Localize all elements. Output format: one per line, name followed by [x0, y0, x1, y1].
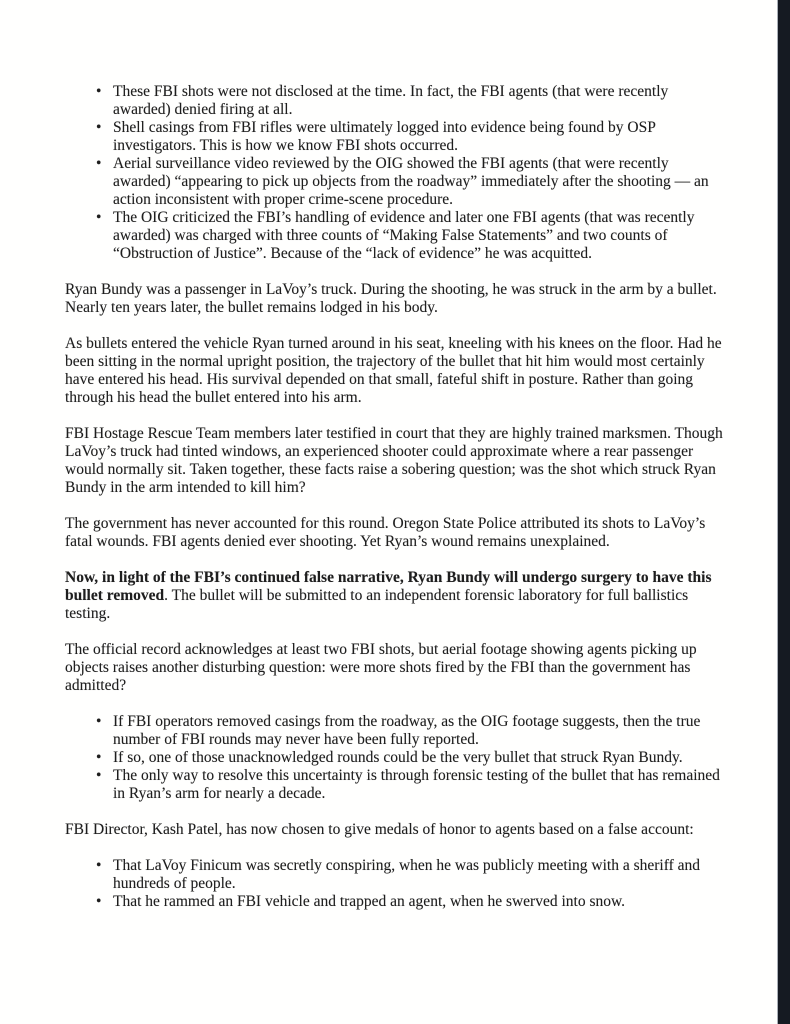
paragraph-text: FBI Director, Kash Patel, has now chosen to give medals of honor to agents based on a false account:: [65, 821, 694, 838]
bullet-item-text: Shell casings from FBI rifles were ultimately logged into evidence being found by OSP investigators. This is how we know FBI shots occurred.: [113, 119, 656, 154]
paragraph: [65, 335, 723, 407]
paragraph-text: FBI Hostage Rescue Team members later testified in court that they are highly trained marksmen. Though LaVoy’s truck had tinted windows, an experienced shooter could approximate where a rear passenger would normally sit. Taken together, these facts raise a sobering question; was the shot which struck Ryan Bundy in the arm intended to kill him?: [65, 425, 723, 496]
bullet-item-text: Aerial surveillance video reviewed by the OIG showed the FBI agents (that were recently awarded) “appearing to pick up objects from the roadway” immediately after the shooting — an action inconsistent with proper crime-scene procedure.: [113, 155, 709, 208]
document-body: [65, 83, 723, 929]
bullet-item: [113, 83, 723, 119]
paragraph-text: Ryan Bundy was a passenger in LaVoy’s truck. During the shooting, he was struck in the arm by a bullet. Nearly ten years later, the bullet remains lodged in his body.: [65, 281, 717, 316]
bullet-item: [113, 767, 723, 803]
page-right-edge: [777, 0, 790, 1024]
bullet-item-text: The only way to resolve this uncertainty is through forensic testing of the bullet that has remained in Ryan’s arm for nearly a decade.: [113, 767, 720, 802]
bullet-item-text: The OIG criticized the FBI’s handling of evidence and later one FBI agents (that was recently awarded) was charged with three counts of “Making False Statements” and two counts of “Obstruction of Justice”. Because of the “lack of evidence” he was acquitted.: [113, 209, 695, 262]
bullet-item: [113, 209, 723, 263]
bullet-item: [113, 119, 723, 155]
bullet-item-text: That LaVoy Finicum was secretly conspiring, when he was publicly meeting with a sheriff and hundreds of people.: [113, 857, 701, 892]
paragraph: [65, 425, 723, 497]
bullet-list: [65, 857, 723, 911]
bullet-item-text: If so, one of those unacknowledged rounds could be the very bullet that struck Ryan Bundy.: [113, 749, 683, 766]
bullet-item: [113, 713, 723, 749]
paragraph-text: The official record acknowledges at least two FBI shots, but aerial footage showing agents picking up objects raises another disturbing question: were more shots fired by the FBI than the government has admitted?: [65, 641, 697, 694]
paragraph: [65, 281, 723, 317]
bullet-item-text: These FBI shots were not disclosed at the time. In fact, the FBI agents (that were recently awarded) denied firing at all.: [113, 83, 669, 118]
paragraph: [65, 569, 723, 623]
paragraph-text: As bullets entered the vehicle Ryan turned around in his seat, kneeling with his knees on the floor. Had he been sitting in the normal upright position, the trajectory of the bullet that hit him would most certainly have entered his head. His survival depended on that small, fateful shift in posture. Rather than going through his head the bullet entered into his arm.: [65, 335, 722, 406]
paragraph: [65, 821, 723, 839]
bullet-item-text: That he rammed an FBI vehicle and trapped an agent, when he swerved into snow.: [113, 893, 626, 910]
paragraph-bold-text: Now, in light of the FBI’s continued false narrative, Ryan Bundy will undergo surgery to have this bullet removed: [65, 569, 712, 604]
paragraph-text: The government has never accounted for this round. Oregon State Police attributed its shots to LaVoy’s fatal wounds. FBI agents denied ever shooting. Yet Ryan’s wound remains unexplained.: [65, 515, 706, 550]
bullet-item: [113, 749, 723, 767]
bullet-item: [113, 857, 723, 893]
bullet-list: [65, 713, 723, 803]
paragraph: [65, 515, 723, 551]
bullet-item-text: If FBI operators removed casings from the roadway, as the OIG footage suggests, then the true number of FBI rounds may never have been fully reported.: [113, 713, 701, 748]
bullet-list: [65, 83, 723, 263]
bullet-item: [113, 155, 723, 209]
paragraph-text: . The bullet will be submitted to an independent forensic laboratory for full ballistics testing.: [65, 587, 689, 622]
bullet-item: [113, 893, 723, 911]
paragraph: [65, 641, 723, 695]
